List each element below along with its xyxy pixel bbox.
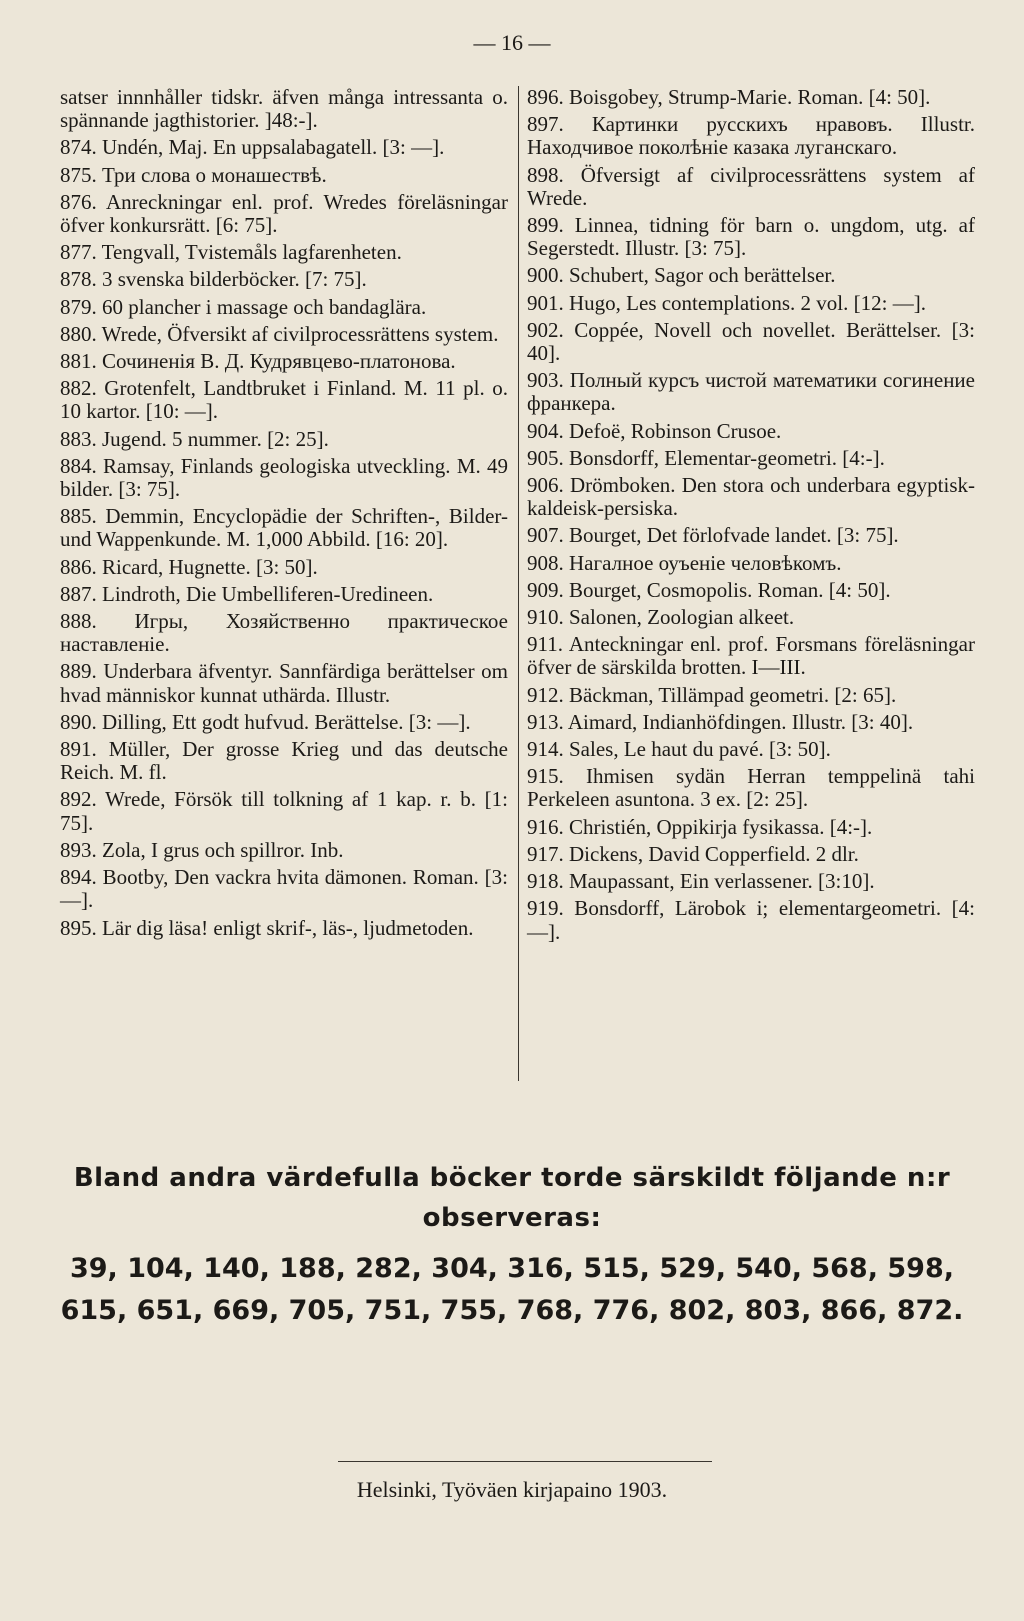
catalog-entry: 918. Maupassant, Ein verlassener. [3:10]. bbox=[527, 869, 875, 894]
catalog-entry: 877. Tengvall, Tvistemåls lagfarenheten. bbox=[60, 240, 402, 265]
notice-numbers: 39, 104, 140, 188, 282, 304, 316, 515, 529, 540, 568, 598, 615, 651, 669, 705, 751, 755, 768, 776, 802, 803, 866, 872. bbox=[60, 1253, 964, 1326]
catalog-entry: 882. Grotenfelt, Landtbruket i Finland. M. 11 pl. o. 10 kartor. [10: —]. bbox=[60, 376, 508, 424]
notice-section bbox=[40, 1158, 984, 1332]
catalog-entry: 907. Bourget, Det förlofvade landet. [3: 75]. bbox=[527, 523, 899, 548]
catalog-entry: 887. Lindroth, Die Umbelliferen-Uredineen. bbox=[60, 581, 434, 606]
catalog-entry: 899. Linnea, tidning för barn o. ungdom, utg. af Segerstedt. Illustr. [3: 75]. bbox=[527, 213, 975, 261]
catalog-entry: 883. Jugend. 5 nummer. [2: 25]. bbox=[60, 426, 329, 451]
catalog-entry: 911. Anteckningar enl. prof. Forsmans föreläsningar öfver de särskilda brotten. I—III. bbox=[527, 632, 975, 680]
catalog-entry: 906. Drömboken. Den stora och underbara egyptisk-kaldeisk-persiska. bbox=[527, 473, 975, 521]
catalog-entry: 879. 60 plancher i massage och bandaglära. bbox=[60, 294, 427, 319]
catalog-entry: 917. Dickens, David Copperfield. 2 dlr. bbox=[527, 841, 859, 866]
catalog-entry: 912. Bäckman, Tillämpad geometri. [2: 65]. bbox=[527, 682, 897, 707]
catalog-entry: 880. Wrede, Öfversikt af civilprocessrättens system. bbox=[60, 321, 499, 346]
catalog-entry: 893. Zola, I grus och spillror. Inb. bbox=[60, 837, 344, 862]
catalog-entry: 913. Aimard, Indianhöfdingen. Illustr. [3: 40]. bbox=[527, 709, 914, 734]
left-column bbox=[60, 86, 508, 940]
right-column bbox=[527, 86, 975, 944]
catalog-entry: 894. Bootby, Den vackra hvita dämonen. Roman. [3: —]. bbox=[60, 865, 508, 913]
catalog-entry: 898. Öfversigt af civilprocessrättens system af Wrede. bbox=[527, 162, 975, 210]
catalog-entry: 890. Dilling, Ett godt hufvud. Berättelse. [3: —]. bbox=[60, 709, 471, 734]
catalog-entry: 908. Нагалное оуъеніе человѣкомъ. bbox=[527, 550, 842, 575]
catalog-entry: 910. Salonen, Zoologian alkeet. bbox=[527, 605, 795, 630]
catalog-entry: 915. Ihmisen sydän Herran temppelinä tahi Perkeleen asuntona. 3 ex. [2: 25]. bbox=[527, 764, 975, 812]
catalog-entry: 919. Bonsdorff, Lärobok i; elementargeometri. [4: —]. bbox=[527, 896, 975, 944]
catalog-entry: satser innnhåller tidskr. äfven många intressanta o. spännande jagthistorier. ]48:-]. bbox=[60, 85, 508, 133]
catalog-entry: 905. Bonsdorff, Elementar-geometri. [4:-]. bbox=[527, 445, 885, 470]
catalog-entry: 900. Schubert, Sagor och berättelser. bbox=[527, 263, 836, 288]
catalog-entry: 909. Bourget, Cosmopolis. Roman. [4: 50]. bbox=[527, 577, 891, 602]
catalog-entry: 884. Ramsay, Finlands geologiska utveckling. M. 49 bilder. [3: 75]. bbox=[60, 453, 508, 502]
catalog-entry: 875. Три слова о монашествѣ. bbox=[60, 162, 327, 187]
catalog-entry: 876. Anreckningar enl. prof. Wredes föreläsningar öfver konkursrätt. [6: 75]. bbox=[60, 189, 508, 238]
catalog-entry: 892. Wrede, Försök till tolkning af 1 kap. r. b. [1: 75]. bbox=[60, 787, 508, 835]
catalog-entry: 885. Demmin, Encyclopädie der Schriften-, Bilder- und Wappenkunde. M. 1,000 Abbild. [16: 20]. bbox=[60, 504, 508, 552]
catalog-entry: 914. Sales, Le haut du pavé. [3: 50]. bbox=[527, 737, 831, 762]
catalog-entry: 903. Полный курсъ чистой математики согинение франкера. bbox=[527, 368, 975, 416]
catalog-entry: 904. Defoë, Robinson Crusoe. bbox=[527, 418, 782, 443]
catalog-entry: 891. Müller, Der grosse Krieg und das deutsche Reich. M. fl. bbox=[60, 737, 508, 785]
catalog-entry: 897. Картинки русскихъ нравовъ. Illustr. Находчивое поколѣніе казака луганскаго. bbox=[527, 112, 975, 160]
catalog-entry: 886. Ricard, Hugnette. [3: 50]. bbox=[60, 554, 318, 579]
catalog-entry: 878. 3 svenska bilderböcker. [7: 75]. bbox=[60, 267, 367, 292]
page-number: — 16 — bbox=[473, 30, 551, 55]
notice-heading: Bland andra värdefulla böcker torde särskildt följande n:r observeras: bbox=[73, 1163, 951, 1233]
catalog-entry: 896. Boisgobey, Strump-Marie. Roman. [4: 50]. bbox=[527, 85, 931, 109]
catalog-entry: 889. Underbara äfventyr. Sannfärdiga berättelser om hvad människor kunnat uthärda. Illustr. bbox=[60, 659, 508, 707]
catalog-entry: 874. Undén, Maj. En uppsalabagatell. [3: —]. bbox=[60, 135, 445, 160]
column-divider bbox=[518, 86, 519, 1081]
footer-rule bbox=[338, 1461, 712, 1462]
catalog-columns bbox=[60, 86, 980, 1086]
catalog-entry: 888. Игры, Хозяйственно практическое наставленіе. bbox=[60, 609, 508, 657]
printer-imprint: Helsinki, Työväen kirjapaino 1903. bbox=[356, 1477, 668, 1502]
catalog-entry: 916. Christién, Oppikirja fysikassa. [4:-]. bbox=[527, 814, 873, 839]
catalog-entry: 881. Сочиненія В. Д. Кудрявцево-платонова. bbox=[60, 349, 456, 374]
catalog-entry: 901. Hugo, Les contemplations. 2 vol. [12: —]. bbox=[527, 290, 926, 315]
catalog-entry: 895. Lär dig läsa! enligt skrif-, läs-, ljudmetoden. bbox=[60, 915, 474, 940]
catalog-entry: 902. Coppée, Novell och novellet. Berättelser. [3: 40]. bbox=[527, 317, 975, 366]
